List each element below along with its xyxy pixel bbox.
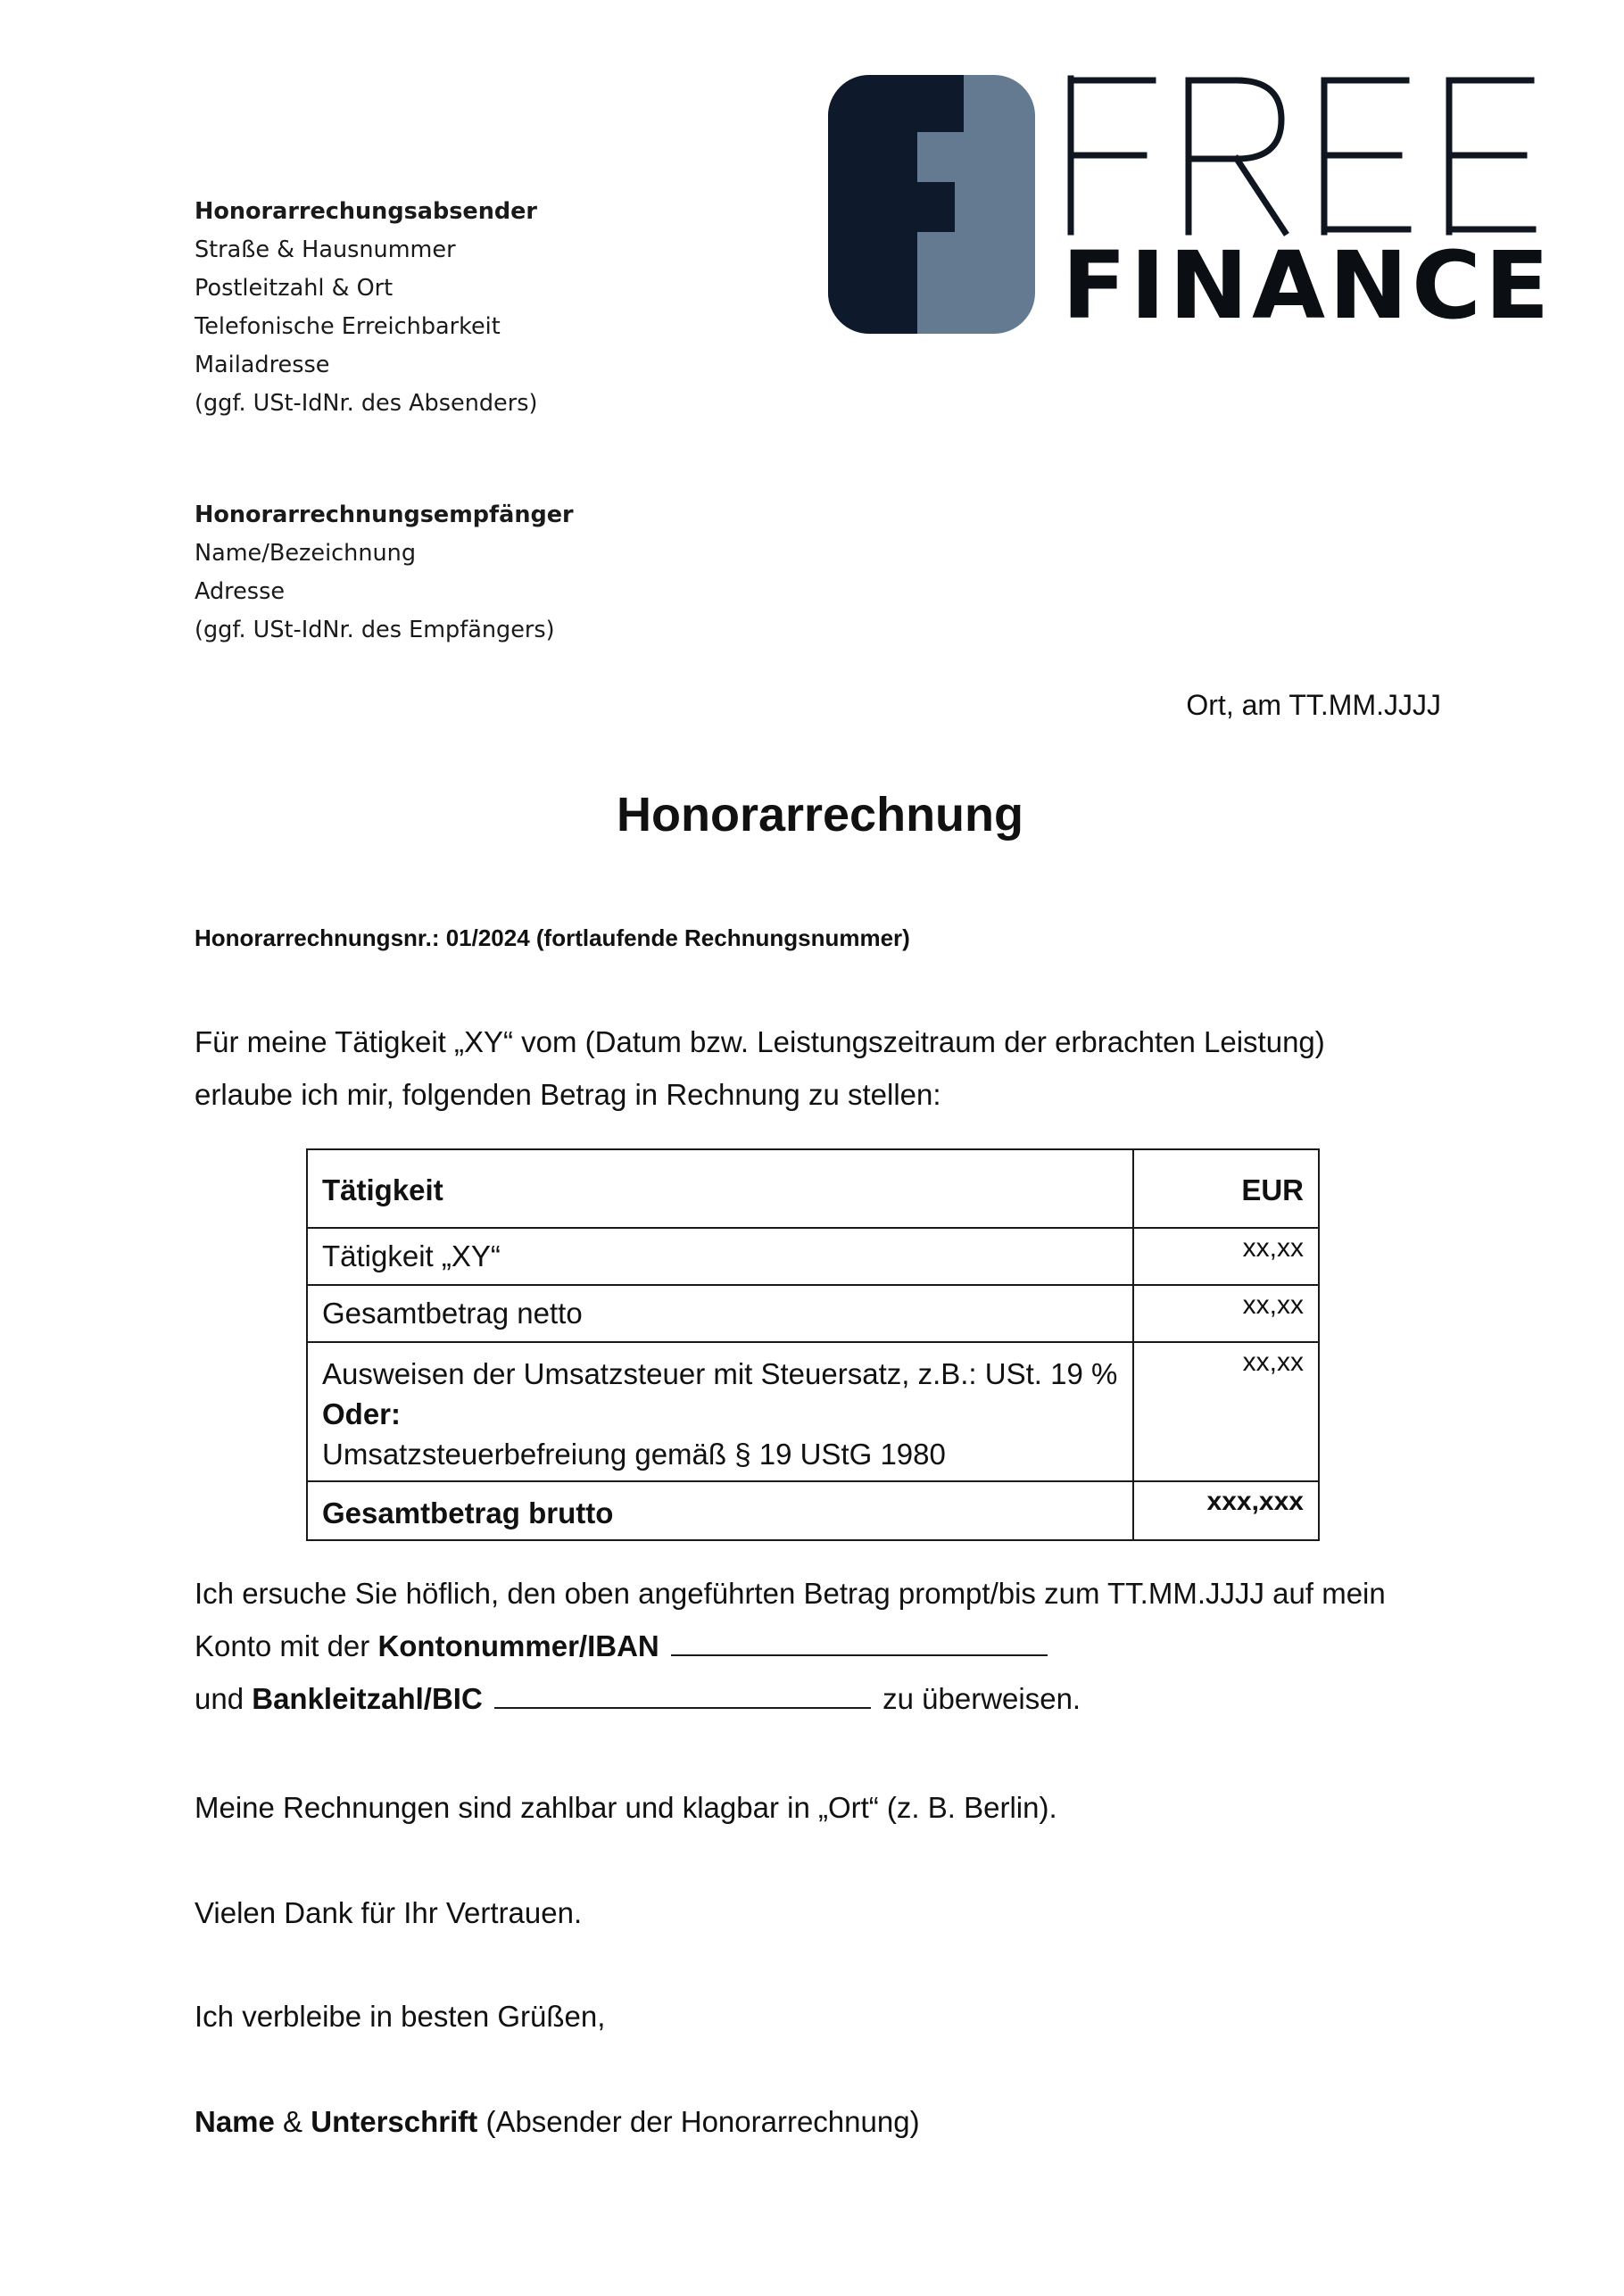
place-of-payment: Meine Rechnungen sind zahlbar und klagbar in „Ort“ (z. B. Berlin).: [195, 1791, 1057, 1824]
sender-email: Mailadresse: [195, 352, 330, 378]
table-header-row: [307, 1149, 1319, 1228]
sender-heading: Honorarrechungsabsender: [195, 198, 537, 225]
invoice-number: Honorarrechnungsnr.: 01/2024 (fortlaufende Rechnungsnummer): [195, 924, 910, 951]
payment-line-2-prefix: Konto mit der: [195, 1629, 378, 1662]
name-label: Name: [195, 2105, 275, 2138]
row-description: Tätigkeit „XY“: [307, 1228, 1133, 1285]
recipient-name: Name/Bezeichnung: [195, 540, 417, 567]
document-title: Honorarrechnung: [616, 788, 1024, 841]
vat-rate-text: Ausweisen der Umsatzsteuer mit Steuersatz, z.B.: USt. 19 %: [322, 1357, 1118, 1390]
bic-blank-field: [494, 1680, 871, 1709]
recipient-heading: Honorarrechnungsempfänger: [195, 501, 574, 528]
payment-line-1: Ich ersuche Sie höflich, den oben angeführten Betrag prompt/bis zum TT.MM.JJJJ auf mein: [195, 1577, 1386, 1610]
signature-label: Unterschrift: [311, 2105, 478, 2138]
sender-address-block: [195, 193, 537, 423]
iban-blank-field: [671, 1628, 1048, 1656]
logo-finance-text: FINANCE: [1062, 231, 1554, 340]
sender-vat-id: (ggf. USt-IdNr. des Absenders): [195, 390, 538, 417]
signature-line: [195, 2095, 920, 2148]
table-row: [307, 1342, 1319, 1481]
table-row-total: [307, 1481, 1319, 1540]
intro-paragraph: [195, 1015, 1462, 1121]
row-amount-total: xxx,xxx: [1133, 1481, 1319, 1540]
intro-line-2: erlaube ich mir, folgenden Betrag in Rechnung zu stellen:: [195, 1078, 941, 1111]
invoice-items-table: [306, 1148, 1320, 1541]
free-finance-logo: [828, 75, 1554, 340]
row-amount: xx,xx: [1133, 1342, 1319, 1481]
payment-line-3-suffix: zu überweisen.: [882, 1682, 1081, 1715]
sender-postal-city: Postleitzahl & Ort: [195, 275, 394, 302]
thanks-text: Vielen Dank für Ihr Vertrauen.: [195, 1896, 583, 1929]
payment-paragraph: [195, 1567, 1386, 1725]
bic-label: Bankleitzahl/BIC: [252, 1682, 483, 1715]
iban-label: Kontonummer/IBAN: [377, 1629, 659, 1662]
table-header-amount: EUR: [1133, 1149, 1319, 1228]
row-description: Gesamtbetrag netto: [307, 1285, 1133, 1342]
recipient-address: Adresse: [195, 578, 286, 605]
row-amount: xx,xx: [1133, 1285, 1319, 1342]
sender-phone: Telefonische Erreichbarkeit: [195, 313, 501, 340]
row-amount: xx,xx: [1133, 1228, 1319, 1285]
row-description-vat: [307, 1342, 1133, 1481]
regards-text: Ich verbleibe in besten Grüßen,: [195, 2000, 606, 2033]
place-date: Ort, am TT.MM.JJJJ: [1186, 689, 1441, 721]
payment-line-3: [195, 1672, 1386, 1725]
sender-street: Straße & Hausnummer: [195, 236, 456, 263]
recipient-address-block: [195, 496, 574, 650]
row-description-total: Gesamtbetrag brutto: [307, 1481, 1133, 1540]
recipient-vat-id: (ggf. USt-IdNr. des Empfängers): [195, 617, 555, 643]
or-label: Oder:: [322, 1397, 402, 1430]
logo-free-text: [1071, 79, 1533, 232]
vat-exemption-text: Umsatzsteuerbefreiung gemäß § 19 UStG 1980: [322, 1438, 946, 1471]
payment-line-2: [195, 1620, 1386, 1672]
table-header-description: Tätigkeit: [307, 1149, 1133, 1228]
intro-line-1: Für meine Tätigkeit „XY“ vom (Datum bzw. Leistungszeitraum der erbrachten Leistung): [195, 1025, 1325, 1058]
signature-suffix: (Absender der Honorarrechnung): [477, 2105, 920, 2138]
table-row: [307, 1228, 1319, 1285]
table-row: [307, 1285, 1319, 1342]
signature-amp: &: [274, 2105, 311, 2138]
payment-line-3-prefix: und: [195, 1682, 253, 1715]
